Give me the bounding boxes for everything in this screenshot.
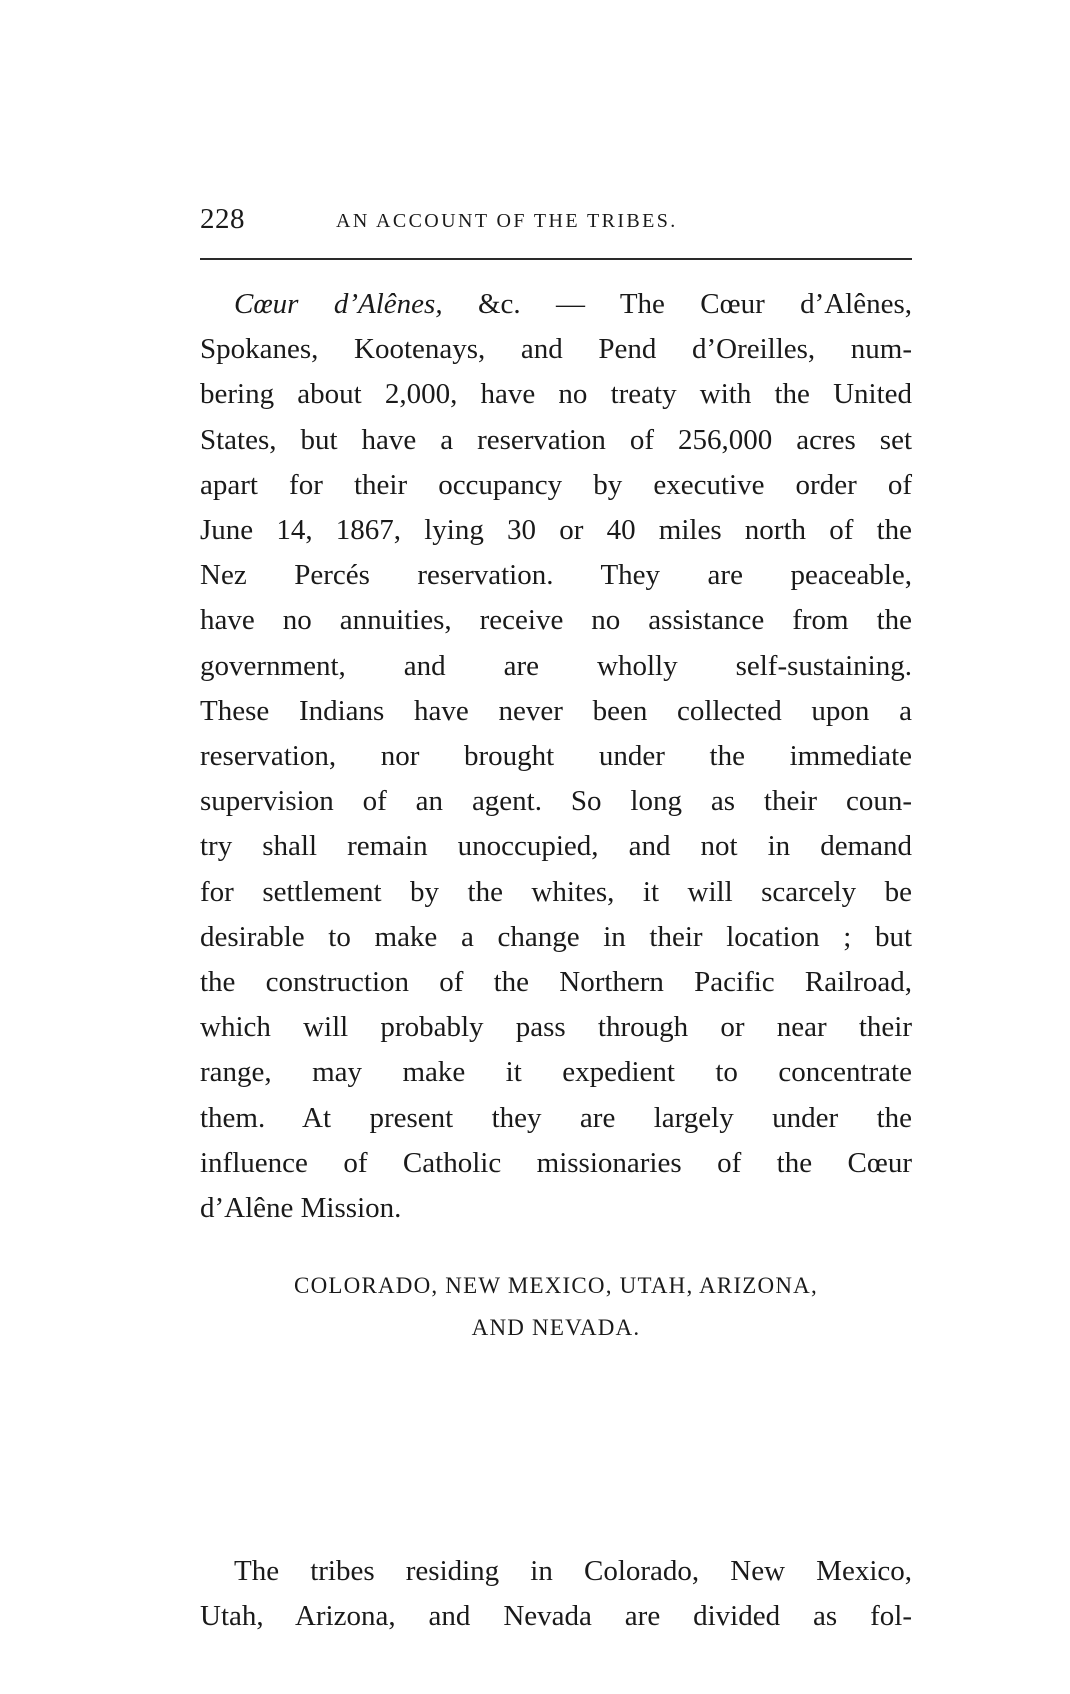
paragraph-coeur-d-alenes — [200, 282, 912, 1231]
running-title: AN ACCOUNT OF THE TRIBES. — [336, 210, 678, 232]
text-line: the construction of the Northern Pacific Railroad, — [200, 966, 912, 999]
text-line: These Indians have never been collected upon a — [200, 694, 912, 727]
text-line — [200, 282, 912, 327]
text-line: try shall remain unoccupied, and not in demand — [200, 830, 912, 863]
paragraph-tribes-division — [200, 1549, 912, 1639]
text-line: Spokanes, Kootenays, and Pend d’Oreilles, num- — [200, 333, 912, 366]
text-line: influence of Catholic missionaries of the Cœur — [200, 1146, 912, 1179]
italic-lead-word: Cœur — [234, 288, 299, 320]
text-line: States, but have a reservation of 256,000 acres set — [200, 423, 912, 456]
text-line: have no annuities, receive no assistance from the — [200, 604, 912, 637]
text-line: supervision of an agent. So long as their coun- — [200, 785, 912, 818]
header-rule — [200, 258, 912, 260]
text-line: Utah, Arizona, and Nevada are divided as fol- — [200, 1600, 912, 1633]
text-line: government, and are wholly self-sustaining. — [200, 649, 912, 682]
running-head — [200, 203, 912, 243]
page-number: 228 — [200, 203, 245, 235]
text-line: which will probably pass through or near their — [200, 1011, 912, 1044]
text-line: range, may make it expedient to concentrate — [200, 1056, 912, 1089]
text-line: The tribes residing in Colorado, New Mexico, — [234, 1555, 912, 1587]
text-line: apart for their occupancy by executive order of — [200, 468, 912, 501]
italic-lead-word: d’Alênes, — [333, 288, 443, 320]
section-heading-line-1: COLORADO, NEW MEXICO, UTAH, ARIZONA, — [294, 1273, 818, 1298]
text-line: Nez Percés reservation. They are peaceable, — [200, 559, 912, 592]
text-line: for settlement by the whites, it will scarcely be — [200, 875, 912, 908]
text-line: reservation, nor brought under the immediate — [200, 740, 912, 773]
text-line: d’Alêne Mission. — [200, 1192, 402, 1225]
text-line: them. At present they are largely under the — [200, 1101, 912, 1134]
text-line: desirable to make a change in their location ; but — [200, 920, 912, 953]
line-text: &c. — The Cœur d’Alênes, — [477, 288, 913, 320]
section-heading-line-2: AND NEVADA. — [471, 1315, 641, 1340]
text-line: June 14, 1867, lying 30 or 40 miles north of the — [200, 514, 912, 547]
text-line: bering about 2,000, have no treaty with the United — [200, 378, 912, 411]
